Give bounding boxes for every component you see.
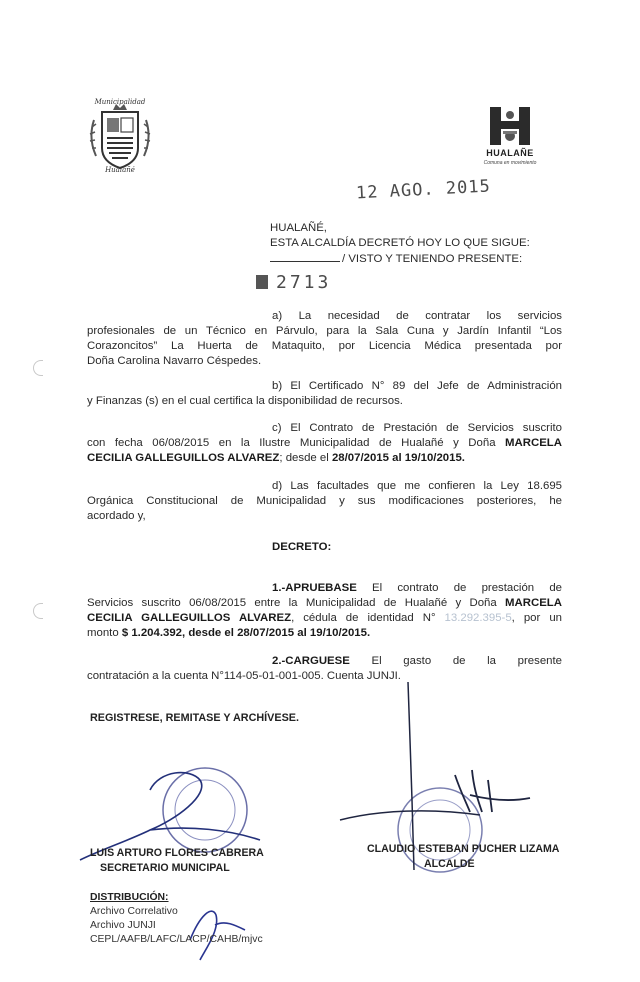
place-text: HUALAÑÉ, [270, 222, 327, 234]
crest-top-text: Municipalidad [94, 98, 146, 106]
item1-line-1-text: El contrato de prestación de [372, 582, 562, 594]
item2-heading: 2.-CARGUESE [272, 655, 350, 667]
h-logo-icon [488, 105, 532, 147]
item1-amount-bold: $ 1.204.392, desde el 28/07/2015 al 19/10/2015. [121, 627, 371, 639]
left-signer-name: LUIS ARTURO FLORES CABRERA [90, 847, 264, 859]
visto-c-mid-text: ; desde el [279, 452, 329, 464]
visto-c-line-2-text: con fecha 06/08/2015 en la Ilustre Municipalidad de Hualañé y Doña [87, 437, 496, 449]
crest-bottom-text: Hualañé [105, 166, 135, 174]
intro-line-2 [270, 252, 522, 265]
right-signer-name: CLAUDIO ESTEBAN PUCHER LIZAMA [367, 843, 560, 855]
intro-line-2-text: / VISTO Y TENIENDO PRESENTE: [342, 253, 523, 265]
item2-line-2: contratación a la cuenta N°114-05-01-001-005. Cuenta JUNJI. [87, 670, 401, 682]
item1-line-3 [87, 612, 562, 624]
right-signature-icon [340, 682, 530, 870]
visto-a-line-2: profesionales de un Técnico en Párvulo, para la Sala Cuna y Jardín Infantil “Los [87, 325, 562, 337]
item1-amount-label: monto [87, 627, 119, 639]
date-stamp: 12 AGO. 2015 [355, 176, 492, 204]
visto-c-line-2 [87, 437, 562, 449]
item2-line-1-text: El gasto de la presente [371, 655, 562, 667]
decree-number-stamp [256, 272, 331, 293]
item1-line-3-end: , por un [511, 612, 562, 624]
blank-underline [270, 252, 340, 262]
visto-d-line-1: d) Las facultades que me confieren la Ley 18.695 [272, 480, 562, 492]
visto-d-line-3: acordado y, [87, 510, 146, 522]
item1-id-redacted: 13.292.395-5 [444, 612, 512, 624]
left-signer-title: SECRETARIO MUNICIPAL [100, 862, 230, 874]
binder-hole-bottom [33, 603, 43, 619]
item1-line-1 [272, 582, 562, 594]
visto-b-line-2: y Finanzas (s) en el cual certifica la disponibilidad de recursos. [87, 395, 403, 407]
visto-c-name-bold: MARCELA [505, 437, 562, 449]
visto-a-line-4: Doña Carolina Navarro Céspedes. [87, 355, 262, 367]
item1-line-2 [87, 597, 562, 609]
visto-a-line-3: Corazoncitos” La Huerta de Mataquito, por Licencia Médica presentada por [87, 340, 562, 352]
logo-name: HUALAÑE [486, 148, 534, 158]
municipal-crest [80, 98, 160, 178]
right-signer-title: ALCALDE [424, 858, 475, 870]
decreto-title: DECRETO: [272, 541, 332, 553]
distribution-title: DISTRIBUCIÓN: [90, 892, 169, 903]
visto-a-line-1: a) La necesidad de contratar los servicios [272, 310, 562, 322]
decree-number: 2713 [276, 272, 332, 293]
item1-id-label: , cédula de identidad N° [291, 612, 436, 624]
logo-tagline: Comuna en movimiento [483, 160, 537, 166]
item1-surname-bold: CECILIA GALLEGUILLOS ALVAREZ [87, 612, 292, 624]
hualane-logo [470, 105, 550, 185]
closing-text: REGISTRESE, REMITASE Y ARCHÍVESE. [90, 712, 299, 724]
distribution-line-3: CEPL/AAFB/LAFC/LACP/CAHB/mjvc [90, 934, 263, 945]
visto-c-surname-bold: CECILIA GALLEGUILLOS ALVAREZ [87, 452, 280, 464]
item1-line-2-text: Servicios suscrito 06/08/2015 entre la Municipalidad de Hualañé y Doña [87, 597, 497, 609]
binder-hole-top [33, 360, 43, 376]
visto-c-line-1: c) El Contrato de Prestación de Servicios suscrito [272, 422, 562, 434]
visto-b-line-1: b) El Certificado N° 89 del Jefe de Administración [272, 380, 562, 392]
item1-heading: 1.-APRUEBASE [272, 582, 357, 594]
distribution-line-1: Archivo Correlativo [90, 906, 178, 917]
item2-line-1 [272, 655, 562, 667]
left-seal-icon [163, 768, 247, 852]
item1-line-4 [87, 627, 370, 639]
distribution-line-2: Archivo JUNJI [90, 920, 156, 931]
intro-line-1: ESTA ALCALDÍA DECRETÓ HOY LO QUE SIGUE: [270, 237, 530, 249]
visto-c-dates-bold: 28/07/2015 al 19/10/2015. [331, 452, 465, 464]
visto-c-line-3 [87, 452, 465, 464]
item1-name-bold: MARCELA [505, 597, 562, 609]
visto-d-line-2: Orgánica Constitucional de Municipalidad y sus modificaciones posteriores, he [87, 495, 562, 507]
stamp-mark [256, 275, 268, 289]
